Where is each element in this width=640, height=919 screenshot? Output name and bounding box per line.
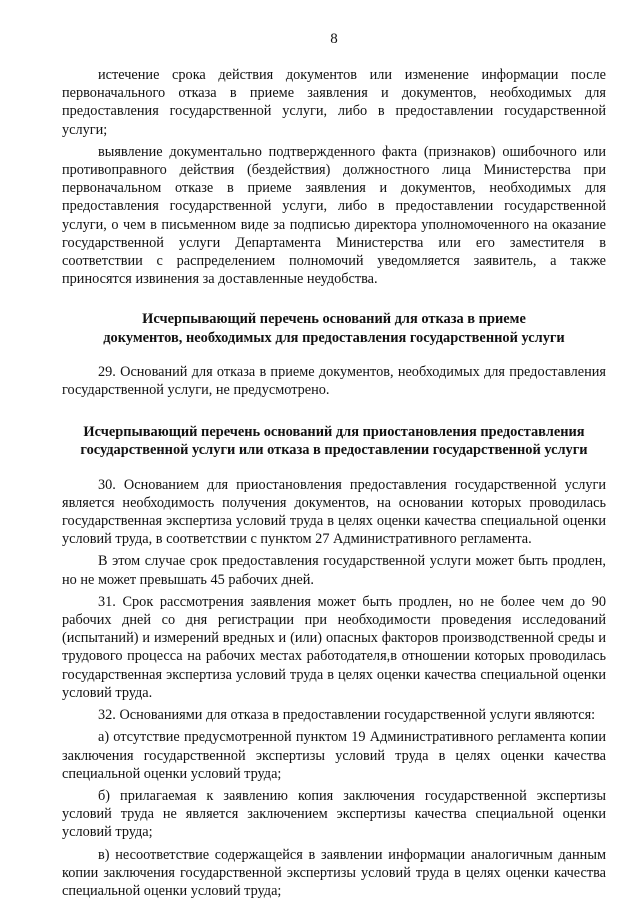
paragraph-30: 30. Основанием для приостановления предоставления государственной услуги является необходимость получения документов, на основании которых проводилась государственная экспертиза условий труда в целях оценки качества специальной оценки условий труда, в соответствии с пунктом 27 Административного регламента.: [62, 476, 606, 548]
heading-line: Исчерпывающий перечень оснований для отказа в приеме: [142, 311, 526, 328]
heading-refusal-reception: [62, 310, 606, 346]
list-item-b: б) прилагаемая к заявлению копия заключения государственной экспертизы условий труда не является заключением экспертизы качества специальной оценки условий труда;: [62, 787, 606, 841]
heading-line: Исчерпывающий перечень оснований для приостановления предоставления: [83, 424, 585, 441]
paragraph-expiry: истечение срока действия документов или изменение информации после первоначального отказа в приеме заявления и документов, необходимых для предоставления государственной услуги, либо в предоставлении государственной услуги;: [62, 67, 606, 138]
paragraph-30-extension: В этом случае срок предоставления государственной услуги может быть продлен, но не может превышать 45 рабочих дней.: [62, 553, 606, 588]
list-item-a: а) отсутствие предусмотренной пунктом 19 Административного регламента копии заключения государственной экспертизы условий труда в целях оценки качества специальной оценки условий труда;: [62, 729, 606, 782]
heading-line: документов, необходимых для предоставления государственной услуги: [103, 329, 565, 346]
paragraph-error-detection: выявление документально подтвержденного факта (признаков) ошибочного или противоправного действия (бездействия) должностного лица Министерства при первоначальном отказе в приеме заявления и документов, необходимых для предоставления государственной услуги, либо в предоставлении государственной услуги, о чем в письменном виде за подписью директора уполномоченного на оказание государственной услуги Департамента Министерства или его заместителя в соответствии с распределением полномочий уведомляется заявитель, а также приносятся извинения за доставленные неудобства.: [62, 143, 606, 288]
paragraph-31: 31. Срок рассмотрения заявления может быть продлен, но не более чем до 90 рабочих дней со дня регистрации при необходимости проведения исследований (испытаний) и измерений вредных и (или) опасных факторов производственной среды и трудового процесса на рабочих местах работодателя,в отношении которых проводилась государственная экспертиза условий труда в целях оценки качества специальной оценки условий труда.: [62, 593, 606, 701]
list-item-c: в) несоответствие содержащейся в заявлении информации аналогичным данным копии заключения государственной экспертизы условий труда в целях оценки качества специальной оценки условий труда;: [62, 846, 606, 899]
heading-line: государственной услуги или отказа в предоставлении государственной услуги: [80, 442, 588, 459]
page-number: 8: [330, 31, 338, 47]
paragraph-29: 29. Оснований для отказа в приеме документов, необходимых для предоставления государственной услуги, не предусмотрено.: [62, 363, 606, 399]
heading-suspension-refusal: [62, 423, 606, 459]
paragraph-32: 32. Основаниями для отказа в предоставлении государственной услуги являются:: [98, 707, 596, 724]
